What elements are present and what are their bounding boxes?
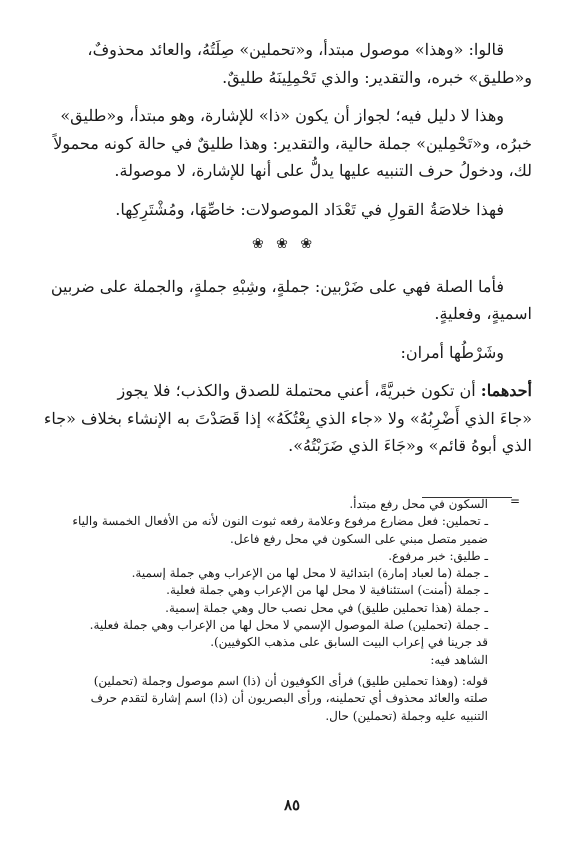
- footnote-line: ـ طليق: خبر مرفوع.: [388, 548, 488, 563]
- paragraph-line: و«طليق» خبره، والتقدير: والذي تَحْمِلِينَهُ طليقٌ.: [222, 67, 532, 87]
- footnote-line: ـ جملة (تحملين) صلة الموصول الإسمي لا محل لها من الإعراب وهي جملة فعلية.: [89, 618, 488, 633]
- paragraph-line: فأما الصلة فهي على ضَرْبين: جملةٍ، وشِبْهِ جملةٍ، والجملة على ضربين: [50, 276, 504, 296]
- footnote-line: التنبيه عليه وجملة (تحملين) حال.: [325, 708, 488, 723]
- footnote-line: ـ جملة (هذا تحملين طليق) في محل نصب حال وهي جملة إسمية.: [165, 600, 488, 615]
- footnote-line: قد جرينا في إعراب البيت السابق على مذهب الكوفيين).: [210, 635, 488, 650]
- footnotes: [40, 496, 488, 725]
- footnote-line: صلته والعائد محذوف أي تحملينه، ورأى البصريون أن (ذا) اسم إشارة لتقدم حرف: [90, 691, 488, 706]
- paragraph-line: وهذا لا دليل فيه؛ لجواز أن يكون «ذا» للإشارة، وهو مبتدأ، و«طليق»: [60, 106, 504, 125]
- footnote-line: ـ جملة (أمنت) استئنافية لا محل لها من الإعراب وهي جملة فعلية.: [166, 583, 488, 598]
- paragraph-text: أن تكون خبريَّةً، أعني محتملة للصدق والكذب؛ فلا يجوز: [117, 381, 481, 400]
- footnote-line: ـ جملة (ما لعباد إمارة) ابتدائية لا محل لها من الإعراب وهي جملة إسمية.: [131, 566, 488, 581]
- paragraph-line: خبرُه، و«تَحْمِلين» جملة حالية، والتقدير: وهذا طليقٌ في حالة كونه محمولاً: [53, 133, 532, 153]
- paragraph-line: فهذا خلاصَةُ القولِ في تَعْدَاد الموصولات: خاصِّهَا، ومُشْتَرِكِها.: [115, 199, 504, 219]
- section-divider-stars: ❀ ❀ ❀: [251, 236, 317, 252]
- footnote-continuation-marker: =: [509, 494, 520, 508]
- paragraph-line: اسميةٍ، وفعليةٍ.: [434, 304, 532, 323]
- footnote-line: الشاهد فيه:: [430, 652, 488, 667]
- paragraph-line: «جاءَ الذي أَضْرِبُهُ» ولا «جاء الذي بِعْتُكَهُ» إذا قَصَدْتَ به الإنشاء بخلاف «جاء: [43, 408, 532, 428]
- footnote-line: ـ تحملين: فعل مضارع مرفوع وعلامة رفعه ثبوت النون لأنه من الأفعال الخمسة والياء: [72, 514, 488, 529]
- paragraph-line: وشَرْطُها أمران:: [400, 342, 504, 362]
- paragraph-line: [36, 377, 532, 405]
- paragraph-line: قالوا: «وهذا» موصول مبتدأ، و«تحملين» صِلَتُهُ، والعائد محذوفٌ،: [87, 40, 504, 59]
- paragraph-line: لك، ودخولُ حرف التنبيه عليها يدلُّ على أنها للإشارة، لا موصولة.: [114, 161, 532, 180]
- footnote-line: ضمير متصل مبني على السكون في محل رفع فاعل.: [230, 531, 488, 546]
- footnote-line: السكون في محل رفع مبتدأ.: [349, 497, 488, 511]
- main-text: [36, 36, 532, 460]
- lead-term: أحدهما:: [480, 381, 532, 400]
- footnote-line: قوله: (وهذا تحملين طليق) فرأى الكوفيون أن (ذا) اسم موصول وجملة (تحملين): [93, 673, 488, 688]
- paragraph-line: الذي أبوهُ قائم» و«جَاءَ الذي ضَرَبْتُهُ».: [288, 436, 532, 455]
- page-number: ٨٥: [283, 796, 301, 814]
